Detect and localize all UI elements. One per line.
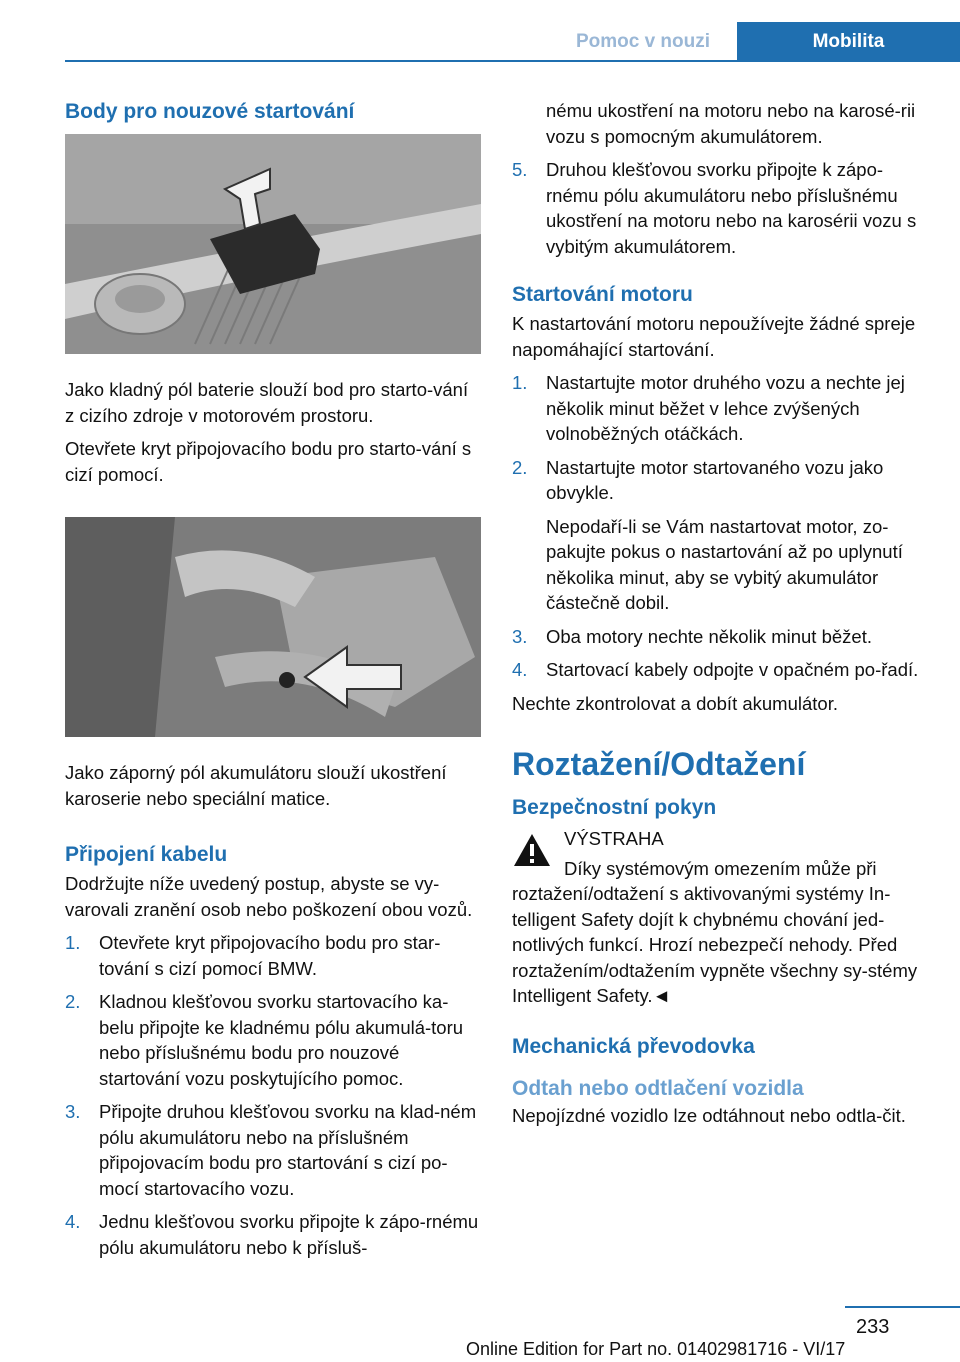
list-item: 2. Nastartujte motor startovaného vozu jako obvykle. Nepodaří-li se Vám nastartovat motor, zo‐pakujte pokus o nastartování až po uplynutí několika minut, aby se vybitý akumulátor částečně dobil. bbox=[512, 456, 903, 613]
heading-jump-start-points: Body pro nouzové startování bbox=[65, 100, 355, 123]
warning-text-first: Díky systémovým omezením může při bbox=[564, 857, 877, 879]
list-item: 3. Oba motory nechte několik minut běžet. bbox=[512, 625, 872, 647]
header-rule bbox=[65, 60, 960, 62]
connection-steps-continued bbox=[512, 98, 928, 259]
warning-title: VÝSTRAHA bbox=[564, 828, 664, 849]
tab-mobilita[interactable]: Mobilita bbox=[737, 22, 960, 62]
start-steps bbox=[512, 370, 928, 683]
start-intro: K nastartování motoru nepoužívejte žádné spreje napomáhající startování. bbox=[512, 313, 916, 360]
fig1-instruction: Otevřete kryt připojovacího bodu pro starto‐vání s cizí pomocí. bbox=[65, 438, 472, 485]
list-item: 4. Startovací kabely odpojte v opačném po‐řadí. bbox=[512, 659, 919, 680]
list-item: 5. Druhou klešťovou svorku připojte k zápo‐rnému pólu akumulátoru nebo příslušnému ukostření na motoru nebo na karosérii vozu s vybitým akumulátorem. bbox=[512, 159, 917, 257]
list-item: 2. Kladnou klešťovou svorku startovacího ka‐belu připojte ke kladnému pólu akumulá‐toru nebo příslušnému bodu pro nouzové startování vozu poskytujícího pomoc. bbox=[65, 991, 464, 1089]
heading-engine-start: Startování motoru bbox=[512, 283, 693, 306]
figure-negative-terminal bbox=[65, 517, 481, 737]
figure-positive-terminal bbox=[65, 134, 481, 354]
check-battery-text: Nechte zkontrolovat a dobít akumulátor. bbox=[512, 692, 838, 714]
footer-rule bbox=[845, 1306, 960, 1308]
heading-safety-note: Bezpečnostní pokyn bbox=[512, 796, 717, 819]
warning-text: roztažení/odtažení s aktivovanými systémy In‐telligent Safety dojít k chybnému chování jed‐notlivých funkcí. Hrozí nebezpečí nehody. Před roztažením/odtažením vypněte všechny sy‐stémy Intelligent Safety.◄ bbox=[512, 883, 918, 1006]
page-number: 233 bbox=[856, 1316, 890, 1338]
list-item-continued: nému ukostření na motoru nebo na karosé‐rii vozu s pomocným akumulátorem. bbox=[546, 100, 916, 147]
warning-box bbox=[512, 826, 928, 1009]
left-column bbox=[65, 98, 481, 1268]
heading-towing: Roztažení/Odtažení bbox=[512, 746, 806, 782]
connection-steps bbox=[65, 930, 481, 1260]
warning-icon bbox=[512, 832, 552, 868]
tab-pomoc-v-nouzi[interactable]: Pomoc v nouzi bbox=[549, 22, 737, 62]
right-column bbox=[512, 98, 928, 1136]
heading-tow-vehicle: Odtah nebo odtlačení vozidla bbox=[512, 1076, 804, 1100]
list-item: 3. Připojte druhou klešťovou svorku na klad‐ném pólu akumulátoru nebo na příslušném připojovacím bodu pro startování s cizí po‐mocí startovacího vozu. bbox=[65, 1101, 477, 1199]
heading-manual-gearbox: Mechanická převodovka bbox=[512, 1034, 755, 1058]
edition-note: Online Edition for Part no. 01402981716 - VI/17 bbox=[466, 1339, 846, 1359]
heading-cable-connection: Připojení kabelu bbox=[65, 843, 228, 866]
tow-text: Nepojízdné vozidlo lze odtáhnout nebo odtla‐čit. bbox=[512, 1104, 906, 1126]
list-item: 1. Nastartujte motor druhého vozu a nechte jej několik minut běžet v lehce zvýšených volnoběžných otáčkách. bbox=[512, 372, 905, 444]
fig1-caption: Jako kladný pól baterie slouží bod pro starto‐vání z cizího zdroje v motorovém prostoru. bbox=[65, 379, 469, 426]
fig2-caption: Jako záporný pól akumulátoru slouží ukostření karoserie nebo speciální matice. bbox=[65, 762, 447, 809]
cable-intro: Dodržujte níže uvedený postup, abyste se vy‐varovali zranění osob nebo poškození obou vozů. bbox=[65, 873, 473, 920]
list-item: 4. Jednu klešťovou svorku připojte k zápo‐rnému pólu akumulátoru nebo k přísluš‐ bbox=[65, 1211, 479, 1258]
list-item: 1. Otevřete kryt připojovacího bodu pro star‐tování s cizí pomocí BMW. bbox=[65, 932, 441, 979]
